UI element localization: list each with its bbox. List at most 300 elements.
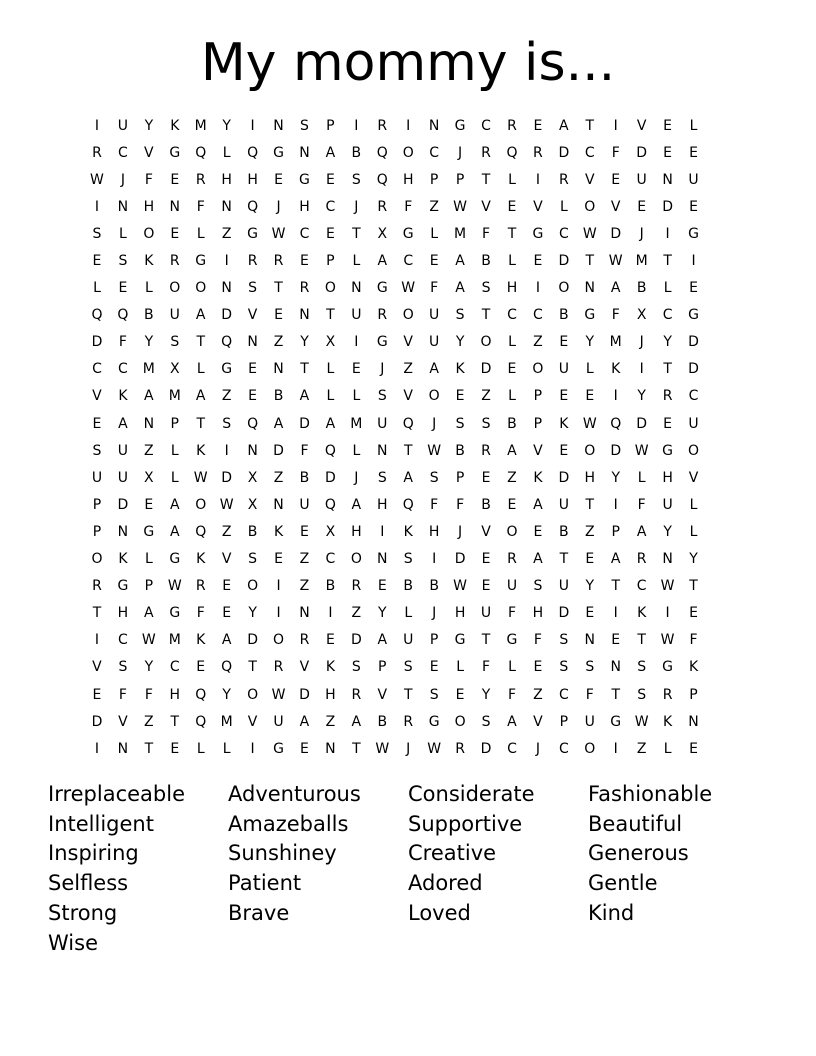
grid-letter: L: [637, 469, 646, 486]
grid-letter: O: [273, 632, 285, 649]
grid-letter: K: [196, 442, 206, 459]
grid-row: [84, 600, 732, 627]
grid-letter: U: [351, 307, 362, 324]
grid-letter: C: [481, 117, 491, 134]
grid-letter: K: [403, 523, 413, 540]
grid-letter: Q: [195, 686, 207, 703]
grid-letter: A: [377, 253, 388, 270]
grid-letter: O: [558, 280, 570, 297]
grid-letter: H: [402, 171, 414, 188]
grid-letter: V: [533, 442, 543, 459]
grid-letter: G: [221, 361, 233, 378]
grid-letter: I: [224, 253, 229, 270]
grid-letter: M: [142, 361, 155, 378]
grid-letter: U: [662, 496, 673, 513]
grid-letter: Q: [324, 496, 336, 513]
grid-letter: B: [455, 442, 465, 459]
grid-letter: V: [636, 117, 647, 134]
grid-letter: E: [611, 171, 621, 188]
grid-letter: T: [248, 659, 257, 676]
grid-letter: R: [481, 442, 491, 459]
word-list-row: [48, 779, 768, 809]
grid-letter: U: [558, 496, 569, 513]
grid-letter: F: [430, 496, 439, 513]
grid-letter: T: [611, 686, 620, 703]
grid-letter: D: [688, 361, 699, 378]
word-list: [48, 779, 768, 958]
grid-letter: G: [376, 280, 388, 297]
word-list-item: Loved: [408, 901, 471, 926]
grid-letter: R: [92, 144, 102, 161]
grid-letter: I: [691, 253, 696, 270]
grid-letter: E: [300, 523, 309, 540]
grid-letter: E: [559, 388, 569, 405]
grid-letter: G: [454, 632, 466, 649]
grid-letter: E: [118, 280, 128, 297]
grid-letter: N: [351, 280, 362, 297]
grid-letter: I: [613, 496, 618, 513]
grid-letter: I: [276, 605, 281, 622]
grid-letter: K: [611, 361, 621, 378]
grid-letter: S: [351, 659, 361, 676]
grid-letter: E: [533, 659, 543, 676]
grid-letter: E: [300, 253, 309, 270]
grid-letter: Q: [221, 334, 233, 351]
grid-letter: N: [221, 198, 232, 215]
grid-letter: O: [402, 144, 414, 161]
grid-letter: O: [324, 280, 336, 297]
grid-letter: D: [299, 415, 310, 432]
grid-letter: U: [91, 469, 103, 486]
grid-letter: O: [91, 551, 103, 568]
grid-letter: I: [665, 225, 670, 242]
grid-letter: Z: [533, 334, 543, 351]
grid-letter: C: [429, 144, 440, 161]
grid-letter: A: [507, 713, 517, 730]
grid-letter: O: [169, 280, 181, 297]
grid-letter: E: [92, 686, 102, 703]
grid-letter: A: [455, 253, 465, 270]
grid-letter: K: [663, 713, 673, 730]
grid-letter: A: [221, 632, 232, 649]
grid-letter: H: [247, 171, 258, 188]
word-list-item: Supportive: [408, 811, 523, 836]
grid-letter: E: [585, 388, 595, 405]
grid-row: [84, 464, 732, 491]
grid-letter: B: [247, 523, 258, 540]
grid-letter: C: [118, 632, 128, 649]
word-list-row: [48, 868, 768, 898]
grid-letter: E: [196, 659, 206, 676]
grid-letter: N: [273, 496, 284, 513]
grid-letter: G: [273, 740, 284, 757]
word-list-item: Considerate: [408, 781, 535, 806]
grid-letter: E: [637, 198, 647, 215]
grid-letter: F: [585, 686, 594, 703]
grid-letter: L: [170, 442, 179, 459]
grid-letter: Z: [144, 442, 154, 459]
grid-letter: V: [403, 388, 413, 405]
grid-letter: R: [377, 117, 388, 134]
grid-letter: W: [167, 578, 182, 595]
grid-row: [84, 491, 732, 518]
grid-letter: Z: [221, 225, 232, 242]
grid-letter: S: [429, 469, 439, 486]
grid-letter: A: [351, 713, 362, 730]
grid-letter: N: [584, 632, 596, 649]
grid-letter: S: [170, 334, 180, 351]
grid-letter: V: [299, 659, 310, 676]
grid-letter: Y: [300, 334, 309, 351]
grid-letter: N: [428, 117, 440, 134]
grid-letter: R: [636, 551, 647, 568]
grid-letter: J: [535, 740, 540, 757]
grid-letter: I: [250, 117, 255, 134]
grid-letter: T: [663, 361, 672, 378]
grid-letter: T: [403, 442, 413, 459]
grid-letter: T: [170, 713, 180, 730]
grid-letter: P: [429, 171, 439, 188]
grid-letter: B: [481, 253, 491, 270]
grid-letter: M: [454, 225, 467, 242]
grid-row: [84, 220, 732, 247]
grid-letter: D: [247, 632, 258, 649]
grid-letter: S: [92, 442, 102, 459]
grid-letter: D: [221, 307, 233, 324]
grid-letter: N: [117, 523, 129, 540]
grid-letter: B: [559, 523, 569, 540]
grid-letter: P: [326, 117, 335, 134]
grid-letter: E: [689, 740, 698, 757]
grid-letter: V: [221, 551, 232, 568]
grid-row: [84, 410, 732, 437]
grid-letter: F: [482, 659, 491, 676]
grid-letter: F: [118, 334, 127, 351]
grid-letter: K: [559, 415, 569, 432]
grid-letter: P: [611, 523, 620, 540]
grid-letter: L: [352, 442, 361, 459]
grid-letter: O: [688, 442, 700, 459]
grid-letter: X: [247, 496, 258, 513]
grid-letter: O: [506, 523, 518, 540]
grid-letter: W: [582, 225, 597, 242]
grid-letter: W: [193, 469, 208, 486]
grid-letter: V: [688, 469, 699, 486]
grid-letter: T: [689, 578, 698, 595]
word-list-row: [48, 898, 768, 928]
grid-letter: L: [689, 523, 698, 540]
grid-letter: W: [634, 442, 649, 459]
grid-row: [84, 546, 732, 573]
grid-letter: A: [559, 117, 569, 134]
grid-letter: A: [325, 415, 336, 432]
grid-letter: E: [689, 144, 698, 161]
grid-letter: G: [662, 442, 674, 459]
grid-letter: S: [559, 659, 569, 676]
grid-letter: Q: [195, 523, 207, 540]
grid-letter: J: [120, 171, 125, 188]
grid-letter: D: [325, 469, 336, 486]
grid-row: [84, 681, 732, 708]
grid-letter: Z: [273, 334, 284, 351]
grid-letter: I: [224, 442, 229, 459]
grid-letter: T: [481, 307, 491, 324]
grid-letter: F: [196, 198, 205, 215]
grid-letter: E: [663, 415, 673, 432]
grid-letter: R: [273, 659, 284, 676]
word-list-item: Intelligent: [48, 811, 154, 836]
grid-letter: E: [663, 117, 673, 134]
grid-letter: G: [169, 605, 181, 622]
grid-letter: R: [558, 171, 569, 188]
grid-letter: B: [429, 578, 439, 595]
grid-letter: N: [117, 198, 129, 215]
grid-letter: D: [610, 442, 622, 459]
grid-letter: A: [325, 144, 336, 161]
grid-letter: E: [533, 117, 543, 134]
grid-letter: D: [91, 713, 103, 730]
grid-letter: C: [507, 740, 517, 757]
grid-letter: D: [91, 334, 103, 351]
grid-letter: L: [663, 740, 672, 757]
grid-letter: X: [325, 334, 336, 351]
grid-letter: Q: [195, 144, 207, 161]
grid-letter: H: [584, 469, 596, 486]
grid-letter: I: [354, 334, 359, 351]
grid-letter: M: [635, 253, 648, 270]
grid-letter: P: [689, 686, 698, 703]
grid-letter: G: [376, 334, 388, 351]
grid-letter: Q: [376, 144, 388, 161]
grid-letter: V: [584, 171, 595, 188]
grid-letter: A: [533, 551, 543, 568]
grid-letter: H: [299, 198, 310, 215]
grid-letter: Z: [351, 605, 362, 622]
grid-letter: W: [634, 713, 649, 730]
grid-letter: S: [429, 686, 439, 703]
grid-letter: U: [480, 605, 492, 622]
grid-letter: E: [325, 632, 335, 649]
grid-letter: E: [144, 496, 154, 513]
grid-letter: L: [196, 361, 205, 378]
grid-letter: E: [481, 551, 491, 568]
grid-letter: L: [508, 388, 516, 405]
grid-letter: S: [481, 415, 491, 432]
grid-letter: J: [458, 523, 463, 540]
grid-letter: L: [352, 388, 361, 405]
grid-letter: L: [689, 496, 698, 513]
grid-letter: C: [92, 361, 102, 378]
grid-letter: L: [508, 334, 516, 351]
grid-row: [84, 654, 732, 681]
grid-letter: I: [380, 523, 385, 540]
grid-letter: U: [273, 713, 284, 730]
grid-letter: W: [453, 578, 468, 595]
grid-letter: I: [276, 578, 281, 595]
grid-letter: E: [533, 253, 543, 270]
grid-letter: W: [660, 632, 675, 649]
grid-letter: S: [585, 659, 595, 676]
grid-letter: U: [429, 307, 440, 324]
grid-letter: S: [377, 388, 387, 405]
grid-letter: H: [532, 605, 544, 622]
grid-letter: B: [559, 307, 569, 324]
grid-letter: L: [196, 740, 205, 757]
grid-letter: A: [195, 307, 206, 324]
grid-letter: N: [299, 605, 310, 622]
word-list-row: [48, 928, 768, 958]
grid-letter: L: [585, 361, 594, 378]
grid-letter: F: [196, 605, 205, 622]
grid-letter: U: [117, 117, 129, 134]
grid-letter: C: [118, 144, 128, 161]
grid-letter: L: [144, 551, 153, 568]
grid-letter: B: [351, 144, 362, 161]
grid-letter: T: [300, 361, 309, 378]
grid-letter: A: [351, 496, 362, 513]
page-title: My mommy is...: [200, 33, 616, 93]
word-list-item: Adored: [408, 871, 483, 896]
grid-letter: I: [406, 117, 411, 134]
grid-letter: R: [273, 253, 284, 270]
grid-letter: D: [558, 469, 570, 486]
grid-row: [84, 275, 732, 302]
word-search-grid: [84, 112, 732, 762]
grid-letter: I: [613, 388, 618, 405]
grid-letter: R: [247, 253, 258, 270]
grid-letter: N: [584, 280, 596, 297]
grid-letter: E: [663, 144, 673, 161]
grid-letter: F: [144, 171, 153, 188]
grid-letter: T: [585, 253, 595, 270]
grid-letter: M: [168, 632, 181, 649]
grid-letter: Z: [144, 713, 154, 730]
grid-letter: G: [169, 551, 181, 568]
grid-letter: Z: [273, 469, 284, 486]
grid-letter: A: [403, 469, 413, 486]
grid-letter: H: [662, 469, 673, 486]
grid-letter: Z: [221, 523, 232, 540]
grid-letter: T: [274, 280, 283, 297]
grid-letter: A: [144, 605, 154, 622]
grid-letter: X: [144, 469, 154, 486]
grid-letter: E: [377, 578, 387, 595]
grid-letter: N: [273, 117, 284, 134]
grid-letter: F: [482, 225, 491, 242]
grid-letter: E: [300, 740, 309, 757]
grid-letter: N: [299, 307, 310, 324]
grid-letter: T: [585, 496, 595, 513]
grid-letter: I: [613, 605, 618, 622]
grid-letter: G: [532, 225, 544, 242]
grid-letter: F: [300, 442, 309, 459]
grid-letter: N: [247, 334, 258, 351]
grid-letter: Z: [584, 523, 595, 540]
grid-letter: C: [533, 307, 543, 324]
grid-letter: S: [248, 280, 258, 297]
grid-letter: Z: [299, 578, 310, 595]
grid-letter: R: [299, 632, 310, 649]
grid-letter: I: [354, 117, 359, 134]
grid-letter: G: [402, 225, 414, 242]
grid-letter: E: [585, 551, 595, 568]
grid-letter: J: [639, 334, 644, 351]
grid-row: [84, 356, 732, 383]
word-list-item: Creative: [408, 841, 497, 866]
grid-letter: Q: [117, 307, 129, 324]
grid-letter: U: [558, 578, 569, 595]
word-list-item: Generous: [588, 841, 689, 866]
grid-letter: W: [271, 225, 286, 242]
grid-letter: E: [559, 334, 569, 351]
grid-letter: Z: [636, 740, 647, 757]
grid-letter: W: [453, 198, 468, 215]
grid-letter: O: [247, 686, 259, 703]
grid-letter: X: [169, 361, 180, 378]
grid-letter: J: [406, 740, 411, 757]
grid-letter: R: [455, 740, 465, 757]
grid-letter: L: [144, 280, 153, 297]
grid-letter: E: [92, 415, 102, 432]
grid-letter: G: [688, 225, 699, 242]
grid-letter: A: [169, 496, 180, 513]
word-list-item: Selfless: [48, 871, 129, 896]
grid-letter: V: [377, 686, 388, 703]
grid-letter: T: [637, 632, 646, 649]
grid-letter: R: [351, 578, 362, 595]
grid-letter: Q: [324, 442, 336, 459]
grid-letter: Z: [325, 713, 336, 730]
grid-letter: Y: [144, 334, 154, 351]
grid-letter: O: [584, 740, 596, 757]
grid-letter: I: [94, 117, 100, 134]
word-list-item: Brave: [228, 901, 290, 926]
grid-letter: O: [143, 225, 155, 242]
grid-letter: Z: [403, 361, 414, 378]
grid-letter: W: [608, 253, 623, 270]
grid-letter: Q: [247, 415, 259, 432]
grid-letter: D: [688, 334, 699, 351]
grid-letter: S: [455, 307, 465, 324]
grid-letter: H: [428, 523, 440, 540]
grid-letter: T: [92, 605, 102, 622]
grid-letter: U: [429, 334, 440, 351]
grid-letter: O: [350, 551, 362, 568]
grid-letter: J: [639, 225, 644, 242]
grid-letter: L: [430, 225, 439, 242]
grid-letter: F: [430, 280, 439, 297]
grid-letter: N: [662, 171, 673, 188]
grid-letter: J: [354, 198, 359, 215]
grid-letter: G: [247, 225, 259, 242]
grid-letter: G: [688, 307, 699, 324]
grid-letter: M: [350, 415, 363, 432]
grid-letter: K: [273, 523, 284, 540]
grid-letter: Y: [144, 117, 154, 134]
grid-letter: C: [325, 551, 336, 568]
grid-letter: G: [454, 117, 466, 134]
grid-letter: Y: [144, 659, 154, 676]
grid-letter: U: [403, 632, 414, 649]
grid-letter: R: [377, 198, 388, 215]
grid-letter: E: [559, 442, 569, 459]
grid-letter: R: [195, 171, 206, 188]
grid-letter: S: [637, 686, 647, 703]
grid-letter: E: [429, 253, 439, 270]
grid-letter: P: [92, 496, 102, 513]
grid-letter: U: [558, 361, 569, 378]
grid-letter: A: [118, 415, 128, 432]
